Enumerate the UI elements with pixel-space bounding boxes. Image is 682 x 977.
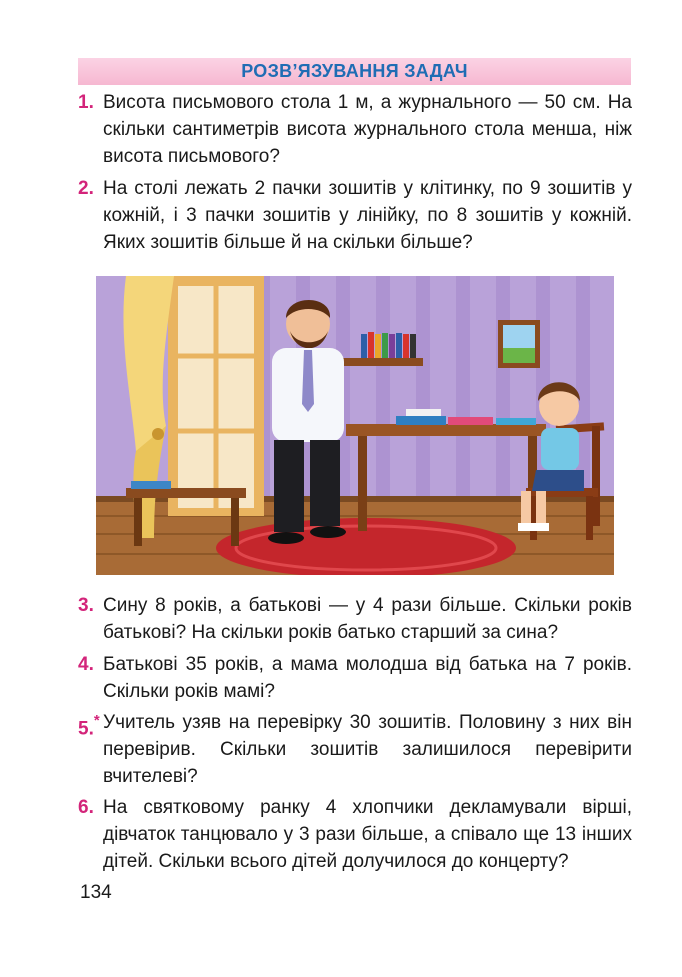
task-number: 6. [78, 797, 94, 818]
task-text: Батькові 35 років, а мама молодша від батька на 7 років. Скільки років мамі? [103, 654, 632, 702]
task-text: Учитель узяв на перевірку 30 зошитів. Половину з них він перевірив. Скільки зошитів залишилося перевірити вчителеві? [103, 712, 632, 787]
task-number-value: 5. [78, 718, 94, 740]
task-text: На святковому ранку 4 хлопчики декламували вірші, дівчаток танцювало у 3 рази більше, а співало ще 13 інших дітей. Скільки всього дітей долучилося до концерту? [103, 797, 632, 872]
father-and-son-room-picture [96, 276, 614, 575]
section-title: РОЗВ’ЯЗУВАННЯ ЗАДАЧ [241, 61, 468, 81]
task-5 [78, 709, 632, 790]
task-number: 4. [78, 654, 94, 675]
task-1 [78, 89, 632, 170]
task-3 [78, 592, 632, 646]
task-4 [78, 651, 632, 705]
task-number: 1. [78, 92, 94, 113]
task-number [78, 709, 104, 742]
page-number: 134 [80, 882, 112, 903]
task-6 [78, 794, 632, 875]
task-text: Висота письмового стола 1 м, а журнального — 50 см. На скільки сантиметрів висота журнального стола менша, ніж висота письмового? [103, 92, 632, 167]
room-illustration [96, 276, 614, 575]
section-header-bar [78, 58, 631, 85]
task-2 [78, 175, 632, 256]
difficulty-star: * [93, 712, 100, 729]
task-text: Сину 8 років, а батькові — у 4 рази більше. Скільки років батькові? На скільки років батько старший за сина? [103, 595, 632, 643]
task-number: 2. [78, 178, 94, 199]
task-number: 3. [78, 595, 94, 616]
task-text: На столі лежать 2 пачки зошитів у клітинку, по 9 зошитів у кожній, і 3 пачки зошитів у лінійку, по 8 зошитів у кожній. Яких зошитів більше й на скільки більше? [103, 178, 632, 253]
